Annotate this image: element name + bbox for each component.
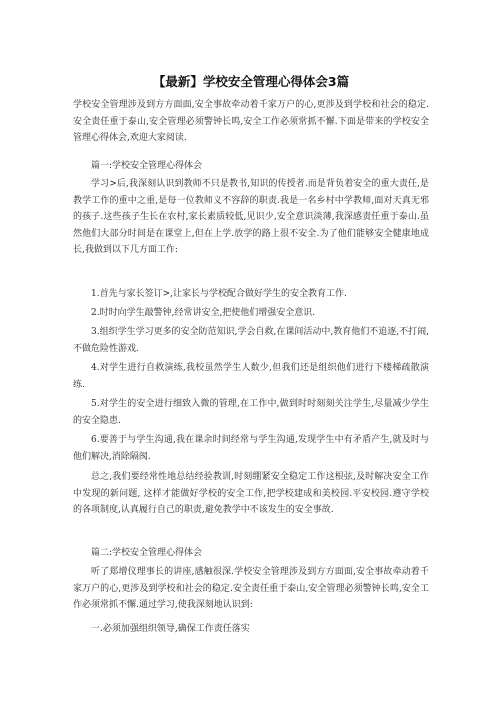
section2-heading: 篇二:学校安全管理心得体会 — [91, 548, 203, 558]
list-item: 6.要善于与学生沟通,我在课余时间经常与学生沟通,发现学生中有矛盾产生,就及时与他们解决,消除隔阂. — [73, 435, 429, 462]
list-item: 1.首先与家长签订>,让家长与学校配合做好学生的安全教育工作. — [91, 289, 347, 299]
list-item: 5.对学生的安全进行细致入微的管理,在工作中,做到时时刻刻关注学生,尽量减少学生的安全隐患. — [73, 399, 429, 426]
section2-paragraph: 听了郑增仪理事长的讲座,感触很深.学校安全管理涉及到方方面面,安全事故牵动着千家万户的心,更涉及到学校和社会的稳定.安全责任重于泰山,安全管理必须警钟长鸣,安全工作必须常抓不懈.通过学习,使我深刻地认识到: — [73, 567, 429, 610]
intro-paragraph: 学校安全管理涉及到方方面面,安全事故牵动着千家万户的心,更涉及到学校和社会的稳定.安全责任重于泰山,安全管理必须警钟长鸣,安全工作必须常抓不懈.下面是带来的学校安全管理心得体会,欢迎大家阅读. — [73, 100, 429, 143]
document-title: 【最新】学校安全管理心得体会3篇 — [152, 74, 350, 89]
list-item: 2.时时向学生敲警钟,经常讲安全,把使他们增强安全意识. — [91, 308, 316, 318]
section1-paragraph: 学习>后,我深刻认识到教师不只是教书,知识的传授者.而是背负着安全的重大责任,是教学工作的重中之重,是每一位教师义不容辞的职责.我是一名乡村中学教师,面对天真无邪的孩子.这些孩子生长在农村,家长素质较低,见识少,安全意识淡薄,我深感责任重于泰山.虽然他们大部分时间是在课堂上,但在上学.放学的路上很不安全.为了他们能够安全健康地成长,我做到以下几方面工作: — [73, 179, 429, 255]
section1-summary: 总之,我们要经常性地总结经验教训,时刻绷紧安全稳定工作这根弦,及时解决安全工作中发现的新问题, 这样才能做好学校的安全工作,把学校建成和美校园.平安校园.遵守学校的各项制度,认真履行自己的职责,避免教学中不该发生的安全事故. — [73, 472, 429, 515]
list-item: 3.组织学生学习更多的安全防范知识,学会自救,在课间活动中,教育他们不追逐,不打闹,不做危险性游戏. — [73, 327, 429, 354]
list-item: 4.对学生进行自救演练,我校虽然学生人数少,但我们还是组织他们进行下楼梯疏散演练. — [73, 363, 429, 390]
section1-heading: 篇一:学校安全管理心得体会 — [91, 161, 203, 171]
section2-point-heading: 一.必须加强组织领导,确保工作责任落实 — [91, 624, 250, 634]
